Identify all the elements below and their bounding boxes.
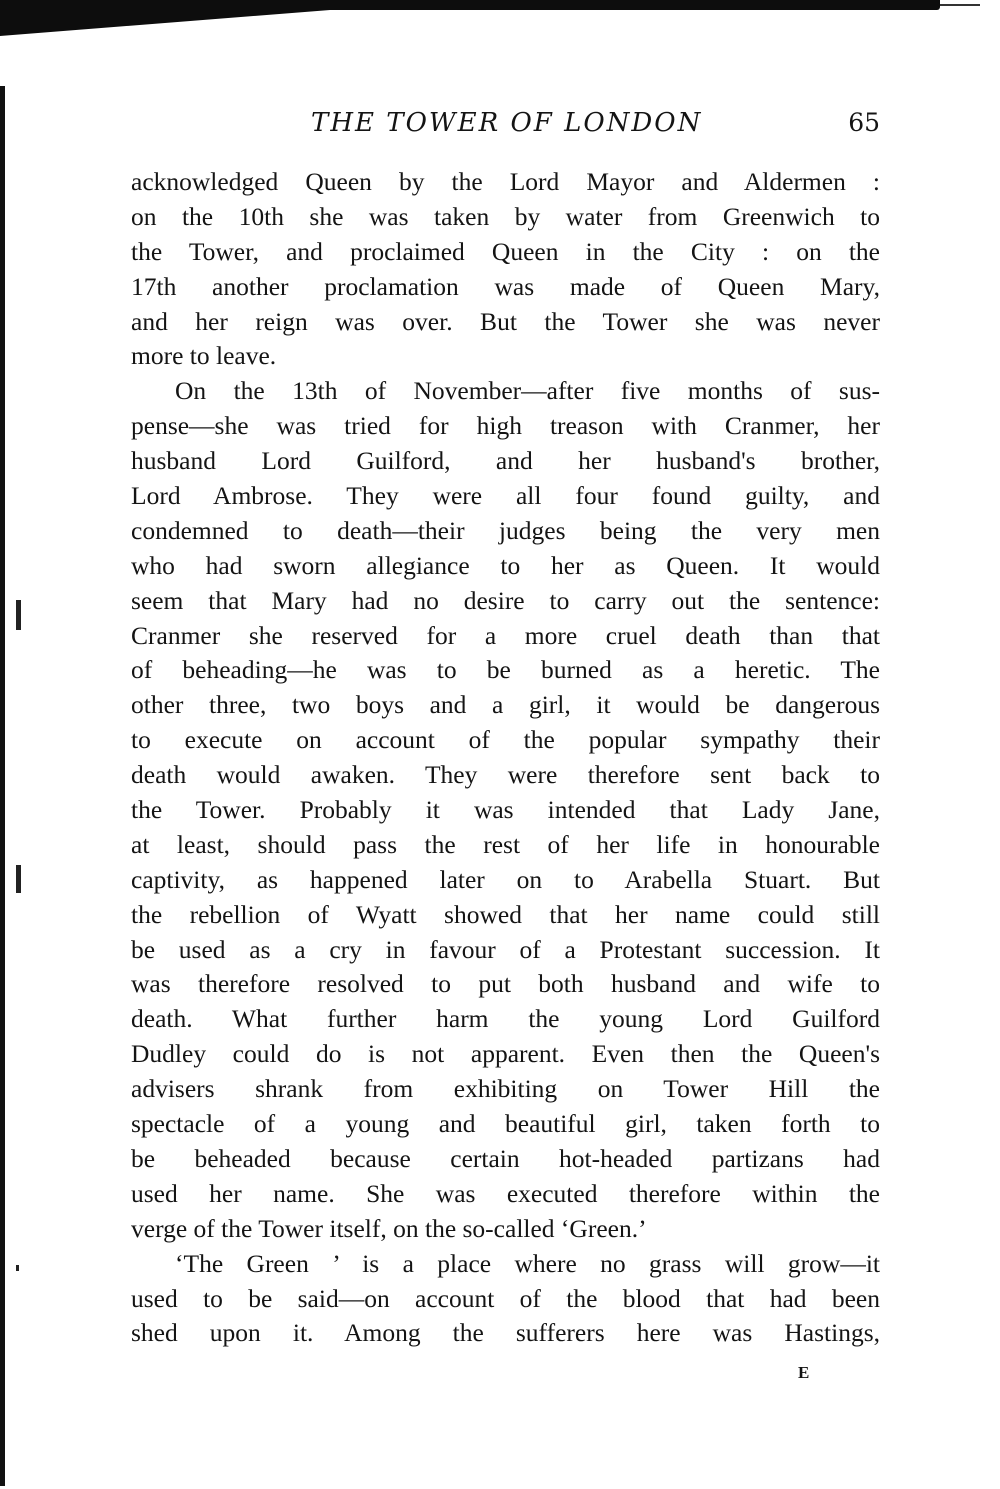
text-line: be used as a cry in favour of a Protestant succession. It [131,934,880,964]
text-line: seem that Mary had no desire to carry out the sentence: [131,585,880,615]
gutter-mark [16,600,21,630]
gutter-mark [16,865,21,893]
text-line: was therefore resolved to put both husband and wife to [131,969,880,999]
page-gutter-edge [0,86,5,1486]
text-line: verge of the Tower itself, on the so-called ‘Green.’ [131,1213,647,1243]
text-line: used her name. She was executed therefore within the [131,1178,880,1208]
text-line: husband Lord Guilford, and her husband's brother, [131,446,880,476]
running-head [131,108,880,148]
text-line: the Tower. Probably it was intended that Lady Jane, [131,795,880,825]
text-line: be beheaded because certain hot-headed partizans had [131,1143,880,1173]
text-line: who had sworn allegiance to her as Queen. It would [131,550,880,580]
text-line: more to leave. [131,341,277,371]
signature-mark: E [798,1363,810,1382]
text-line: 17th another proclamation was made of Queen Mary, [131,271,880,301]
text-line: advisers shrank from exhibiting on Tower Hill the [131,1074,880,1104]
page-number: 65 [848,108,880,137]
body-text [131,165,880,1351]
text-line: used to be said—on account of the blood that had been [131,1283,880,1313]
text-line: condemned to death—their judges being the very men [131,515,880,545]
text-line: at least, should pass the rest of her life in honourable [131,829,880,859]
text-line: Lord Ambrose. They were all four found guilty, and [131,481,880,511]
text-line: death would awaken. They were therefore sent back to [131,760,880,790]
page-top-border-shadow [0,10,330,36]
text-line: other three, two boys and a girl, it would be dangerous [131,690,880,720]
text-line: acknowledged Queen by the Lord Mayor and Aldermen : [131,167,880,196]
text-line: death. What further harm the young Lord Guilford [131,1004,880,1034]
page-top-border [0,0,940,10]
text-line: pense—she was tried for high treason with Cranmer, her [131,411,880,441]
text-line: to execute on account of the popular sympathy their [131,725,880,755]
text-line: spectacle of a young and beautiful girl, taken forth to [131,1109,880,1139]
page-top-border-tail [940,4,980,6]
text-line: On the 13th of November—after five months of sus- [175,376,880,406]
gutter-mark [16,1265,19,1271]
text-line: Dudley could do is not apparent. Even then the Queen's [131,1039,880,1069]
text-line: captivity, as happened later on to Arabella Stuart. But [131,864,880,894]
text-line: ‘The Green ’ is a place where no grass will grow—it [175,1248,880,1278]
running-title: THE TOWER OF LONDON [311,108,703,138]
text-line: the Tower, and proclaimed Queen in the City : on the [131,236,880,266]
text-line: of beheading—he was to be burned as a heretic. The [131,655,880,685]
text-line: the rebellion of Wyatt showed that her name could still [131,899,880,929]
text-line: and her reign was over. But the Tower she was never [131,306,880,336]
text-line: Cranmer she reserved for a more cruel death than that [131,620,880,650]
text-line: shed upon it. Among the sufferers here was Hastings, [131,1318,880,1348]
text-line: on the 10th she was taken by water from Greenwich to [131,201,880,231]
